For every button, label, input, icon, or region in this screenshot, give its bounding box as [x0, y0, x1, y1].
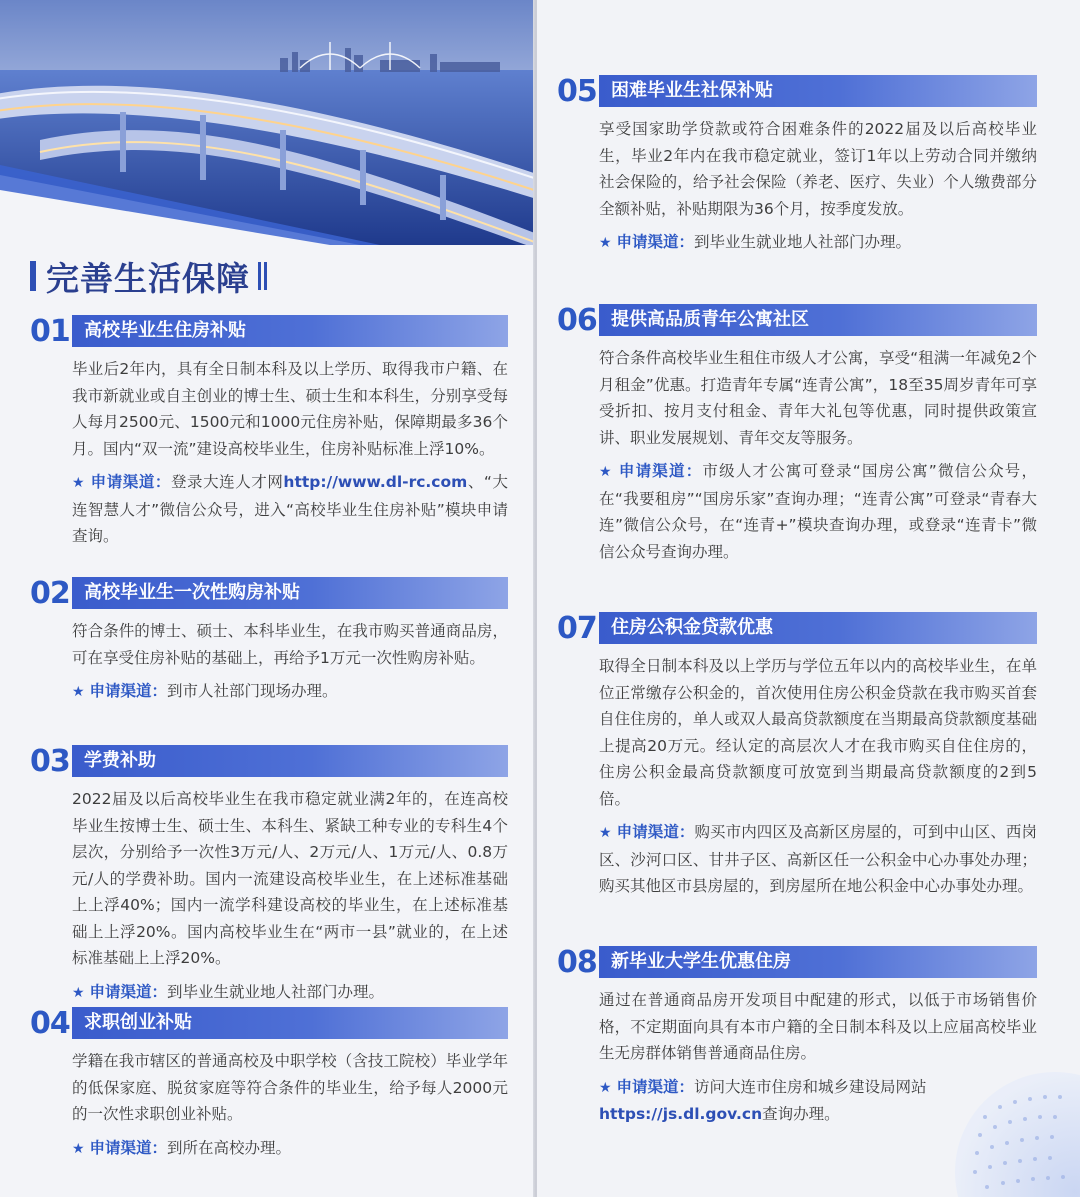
apply-channel: [72, 1135, 508, 1163]
section-body: 符合条件高校毕业生租住市级人才公寓，享受“租满一年减免2个月租金”优惠。打造青年专属“连青公寓”，18至35周岁青年可享受折扣、按月支付租金、青年大礼包等优惠，同时提供政策宣讲、职业发展规划、青年交友等服务。: [599, 349, 1037, 447]
channel-text-after: 查询办理。: [762, 1105, 840, 1123]
channel-text: 到毕业生就业地人社部门办理。: [694, 233, 912, 251]
section-title: 求职创业补贴: [72, 1007, 508, 1039]
section-01: [30, 315, 508, 550]
section-number: 04: [30, 1005, 70, 1041]
channel-label: 申请渠道：: [89, 982, 168, 1001]
right-column: [537, 0, 1080, 1197]
section-body: 通过在普通商品房开发项目中配建的形式，以低于市场销售价格，不定期面向具有本市户籍的全日制本科及以上应届高校毕业生无房群体销售普通商品住房。: [599, 991, 1037, 1062]
apply-channel: [72, 469, 508, 550]
page-title-text: 完善生活保障: [46, 258, 250, 298]
left-column: [0, 0, 535, 1197]
channel-text: 登录大连人才网: [170, 473, 284, 491]
sea-bridge-photo: [0, 0, 535, 245]
section-title: 住房公积金贷款优惠: [599, 612, 1037, 644]
apply-channel: [599, 819, 1037, 900]
section-body: 符合条件的博士、硕士、本科毕业生，在我市购买普通商品房，可在享受住房补贴的基础上，再给予1万元一次性购房补贴。: [72, 622, 508, 667]
channel-text: 购买市内四区及高新区房屋的，可到中山区、西岗区、沙河口区、甘井子区、高新区任一公积金中心办事处办理；购买其他区市县房屋的，到房屋所在地公积金中心办事处办理。: [599, 823, 1037, 895]
section-title: 困难毕业生社保补贴: [599, 75, 1037, 107]
channel-text: 市级人才公寓可登录“国房公寓”微信公众号，在“我要租房”“国房乐家”查询办理；“连青公寓”可登录“青春大连”微信公众号，在“连青+”模块查询办理，或登录“连青卡”微信公众号查询办理。: [599, 462, 1037, 561]
star-icon: ★: [599, 464, 613, 480]
channel-label: 申请渠道：: [89, 1138, 168, 1157]
channel-text: 访问大连市住房和城乡建设局网站: [694, 1077, 927, 1096]
section-title: 学费补助: [72, 745, 508, 777]
star-icon: ★: [72, 1140, 85, 1157]
channel-label: 申请渠道：: [618, 462, 703, 480]
section-number: 07: [557, 610, 597, 646]
section-number: 06: [557, 302, 597, 338]
channel-label: 申请渠道：: [90, 473, 171, 491]
section-body: 享受国家助学贷款或符合困难条件的2022届及以后高校毕业生，毕业2年内在我市稳定就业，签订1年以上劳动合同并缴纳社会保险的，给予社会保险（养老、医疗、失业）个人缴费部分全额补贴，补贴期限为36个月，按季度发放。: [599, 120, 1037, 218]
channel-text: 到市人社部门现场办理。: [167, 682, 338, 700]
channel-text: 到毕业生就业地人社部门办理。: [167, 982, 385, 1001]
section-number: 03: [30, 743, 70, 779]
globe-dot-pattern: [945, 1057, 1080, 1197]
section-02: [30, 577, 508, 706]
section-number: 01: [30, 313, 70, 349]
apply-channel: [72, 979, 508, 1007]
channel-label: 申请渠道：: [616, 1077, 695, 1096]
section-number: 05: [557, 73, 597, 109]
section-title: 提供高品质青年公寓社区: [599, 304, 1037, 336]
section-number: 02: [30, 575, 70, 611]
apply-channel: [599, 229, 1037, 257]
channel-label: 申请渠道：: [616, 823, 695, 841]
channel-url-link[interactable]: https://js.dl.gov.cn: [599, 1105, 763, 1123]
star-icon: ★: [599, 1079, 612, 1096]
section-body: 取得全日制本科及以上学历与学位五年以内的高校毕业生，在单位正常缴存公积金的，首次使用住房公积金贷款在我市购买首套自住住房的，单人或双人最高贷款额度在当期最高贷款额度基础上提高20万元。经认定的高层次人才在我市购买自住住房的，住房公积金最高贷款额度可放宽到当期最高贷款额度的2到5倍。: [599, 657, 1037, 808]
title-bar-decoration: [30, 261, 36, 291]
section-body: 2022届及以后高校毕业生在我市稳定就业满2年的，在连高校毕业生按博士生、硕士生、本科生、紧缺工种专业的专科生4个层次，分别给予一次性3万元/人、2万元/人、1万元/人、0.8万元/人的学费补助。国内一流建设高校毕业生，在上述标准基础上上浮40%；国内一流学科建设高校的毕业生，在上述标准基础上上浮20%。国内高校毕业生在“两市一县”就业的，在上述标准基础上上浮20%。: [72, 790, 508, 967]
channel-url-link[interactable]: http://www.dl-rc.com: [283, 473, 468, 491]
apply-channel: [72, 678, 508, 706]
star-icon: ★: [599, 235, 612, 251]
section-03: [30, 745, 508, 1006]
star-icon: ★: [599, 825, 612, 841]
page-title: [30, 252, 267, 300]
section-06: [557, 304, 1037, 565]
section-title: 新毕业大学生优惠住房: [599, 946, 1037, 978]
section-07: [557, 612, 1037, 900]
section-title: 高校毕业生一次性购房补贴: [72, 577, 508, 609]
star-icon: ★: [72, 475, 86, 491]
channel-label: 申请渠道：: [89, 682, 168, 700]
section-05: [557, 75, 1037, 257]
apply-channel: [599, 458, 1037, 565]
channel-label: 申请渠道：: [616, 233, 695, 251]
star-icon: ★: [72, 684, 85, 700]
star-icon: ★: [72, 984, 85, 1001]
section-title: 高校毕业生住房补贴: [72, 315, 508, 347]
channel-text: 到所在高校办理。: [167, 1138, 292, 1157]
section-body: 毕业后2年内，具有全日制本科及以上学历、取得我市户籍、在我市新就业或自主创业的博士生、硕士生和本科生，分别享受每人每月2500元、1500元和1000元住房补贴，保障期最多36个月。国内“双一流”建设高校毕业生，住房补贴标准上浮10%。: [72, 360, 508, 458]
channel-text-after: 、“大连智慧人才”微信公众号，进入“高校毕业生住房补贴”模块申请查询。: [72, 473, 508, 545]
section-body: 学籍在我市辖区的普通高校及中职学校（含技工院校）毕业学年的低保家庭、脱贫家庭等符合条件的毕业生，给予每人2000元的一次性求职创业补贴。: [72, 1052, 508, 1123]
section-04: [30, 1007, 508, 1162]
title-stripes-decoration: [258, 262, 267, 290]
section-number: 08: [557, 944, 597, 980]
